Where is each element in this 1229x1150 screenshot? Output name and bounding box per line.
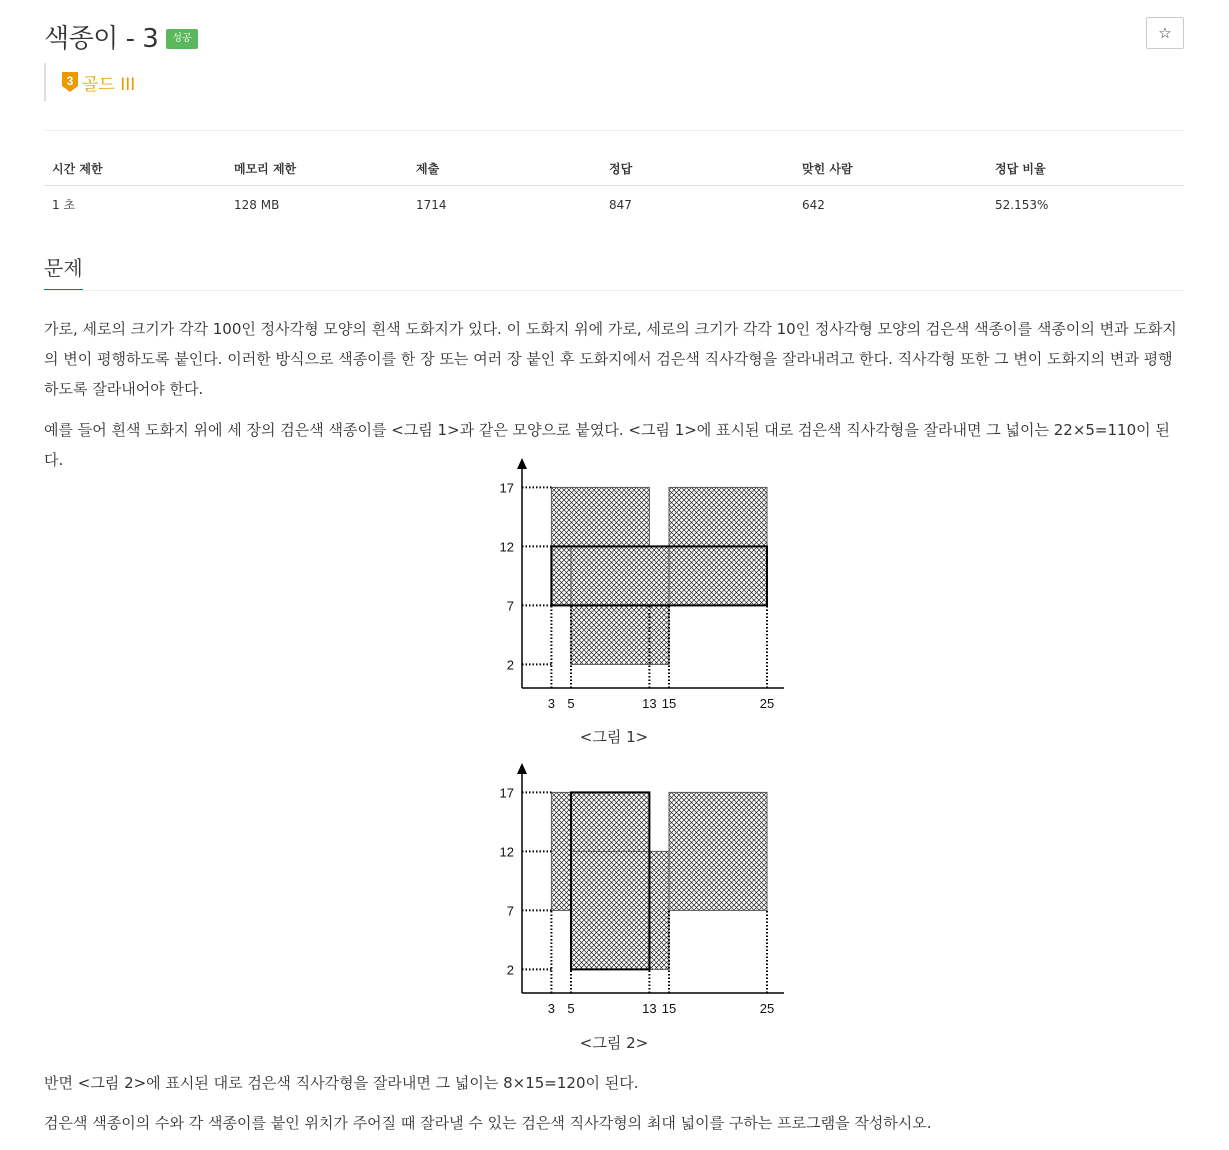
y-tick-12: 12 <box>499 844 514 860</box>
problem-paragraph-3: 반면 <그림 2>에 표시된 대로 검은색 직사각형을 잘라내면 그 넓이는 8×15=120이 된다. <box>44 1074 639 1092</box>
x-tick-3: 3 <box>547 696 556 711</box>
tier-label[interactable]: 골드 III <box>82 74 136 95</box>
x-tick-15: 15 <box>661 696 677 711</box>
y-tick-17: 17 <box>499 785 514 801</box>
accept-ratio-value: 52.153% <box>995 197 1049 212</box>
time-limit-value: 1 초 <box>52 198 76 212</box>
y-tick-12: 12 <box>499 539 514 555</box>
accepted-value: 847 <box>609 197 632 212</box>
figure-2-caption: <그림 2> <box>579 1034 649 1052</box>
title-row <box>44 18 198 54</box>
header-accept-ratio: 정답 비율 <box>987 152 1184 186</box>
y-tick-7: 7 <box>506 903 514 919</box>
black-paper-2 <box>669 792 767 910</box>
figure-2 <box>444 760 784 1022</box>
black-paper-3 <box>571 851 669 969</box>
x-tick-5: 5 <box>567 1001 575 1016</box>
figure-1-caption: <그림 1> <box>579 728 649 746</box>
header-memory-limit: 메모리 제한 <box>226 152 408 186</box>
tier-number: 3 <box>66 74 74 88</box>
y-axis-arrow <box>517 458 527 469</box>
header-accepted: 정답 <box>601 152 794 186</box>
x-tick-13: 13 <box>642 1001 657 1016</box>
tier-row <box>44 63 135 101</box>
x-tick-25: 25 <box>759 1001 775 1016</box>
y-axis-arrow <box>517 763 527 774</box>
table-header-row <box>44 152 1184 186</box>
y-tick-2: 2 <box>506 962 514 978</box>
page-title: 색종이 - 3 <box>44 23 159 54</box>
star-button[interactable] <box>1146 17 1184 49</box>
problem-paragraph-2: 예를 들어 흰색 도화지 위에 세 장의 검은색 색종이를 <그림 1>과 같은 모양으로 붙였다. <그림 1>에 표시된 대로 검은색 직사각형을 잘라내면 그 넓이는 22×5=110이 된다. <box>44 421 1170 469</box>
x-tick-15: 15 <box>661 1001 677 1016</box>
star-icon: ☆ <box>1158 24 1172 42</box>
x-tick-5: 5 <box>567 696 575 711</box>
divider <box>44 130 1184 131</box>
table-row <box>44 186 1184 224</box>
x-tick-25: 25 <box>759 696 775 711</box>
y-tick-2: 2 <box>506 657 514 673</box>
header-solved-users: 맞힌 사람 <box>794 152 987 186</box>
y-tick-17: 17 <box>499 480 514 496</box>
x-tick-3: 3 <box>547 1001 556 1016</box>
problem-info-table <box>44 152 1184 223</box>
section-divider <box>44 290 1184 291</box>
submissions-value: 1714 <box>416 197 447 212</box>
header-submissions: 제출 <box>408 152 601 186</box>
status-badge: 성공 <box>166 29 197 49</box>
memory-limit-value: 128 MB <box>234 197 280 212</box>
problem-paragraph-4: 검은색 색종이의 수와 각 색종이를 붙인 위치가 주어질 때 잘라낼 수 있는 검은색 직사각형의 최대 넓이를 구하는 프로그램을 작성하시오. <box>44 1114 932 1132</box>
problem-paragraph-1: 가로, 세로의 크기가 각각 100인 정사각형 모양의 흰색 도화지가 있다. 이 도화지 위에 가로, 세로의 크기가 각각 10인 정사각형 모양의 검은색 색종이를 색종이의 변과 도화지의 변이 평행하도록 붙인다. 이러한 방식으로 색종이를 한 장 또는 여러 장 붙인 후 도화지에서 검은색 직사각형을 잘라내려고 한다. 직사각형 또한 그 변이 도화지의 변과 평행하도록 잘라내어야 한다. <box>44 320 1177 398</box>
figure-1 <box>444 455 784 717</box>
y-tick-7: 7 <box>506 598 514 614</box>
x-tick-13: 13 <box>642 696 657 711</box>
header-time-limit: 시간 제한 <box>44 152 226 186</box>
section-title: 문제 <box>44 252 83 291</box>
solved-users-value: 642 <box>802 197 825 212</box>
tier-gold-icon <box>62 72 78 92</box>
